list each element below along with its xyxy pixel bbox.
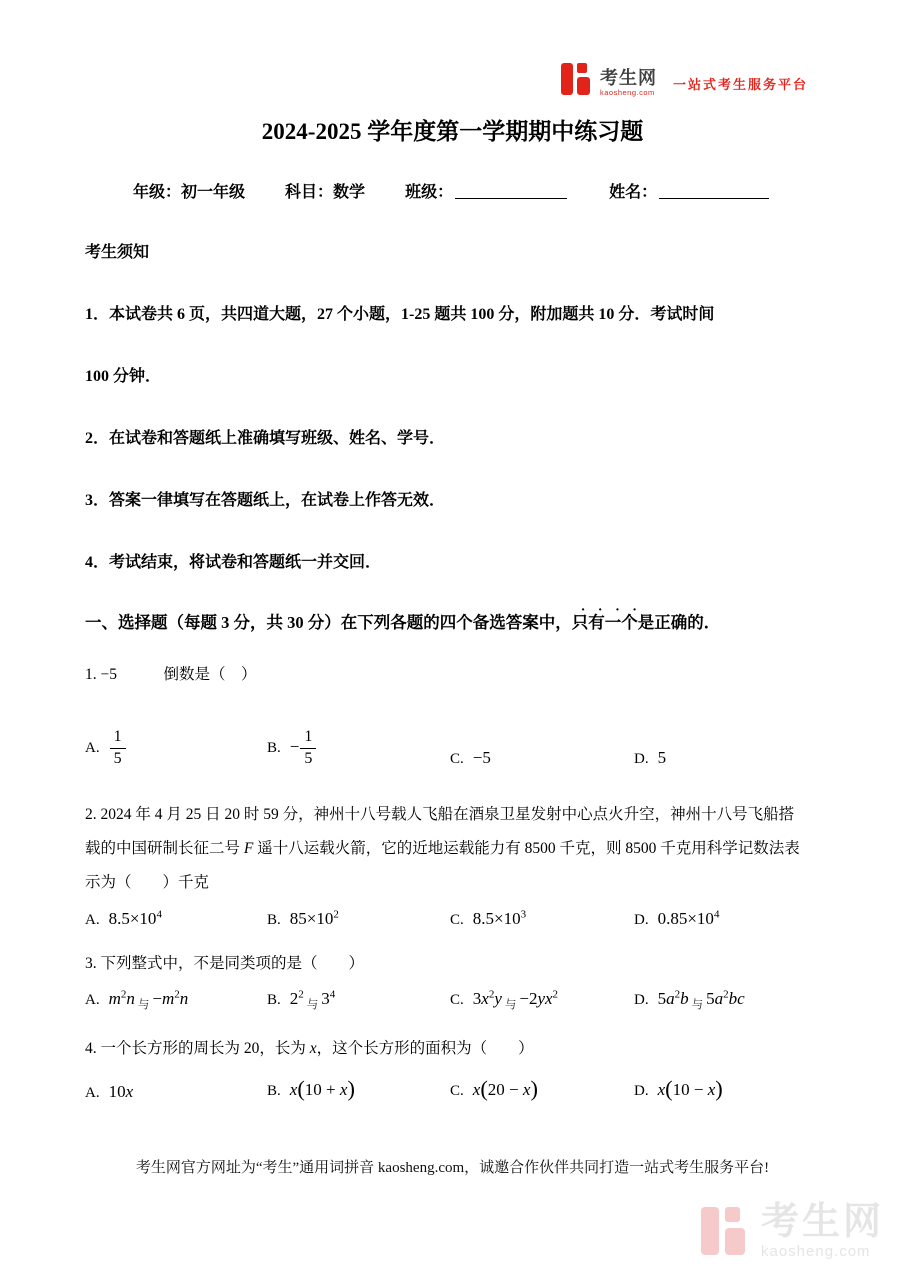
- option-label: A.: [85, 911, 100, 928]
- option-d[interactable]: [634, 748, 820, 768]
- brand-tagline: 一站式考生服务平台: [672, 77, 808, 92]
- class-blank-field[interactable]: [455, 184, 567, 199]
- question-stem: 4. 一个长方形的周长为 20，长为 x，这个长方形的面积为（ ）: [85, 1040, 534, 1058]
- option-label: B.: [267, 992, 281, 1009]
- option-value: $85\times 10^2$: [289, 908, 339, 928]
- section-heading-post: 是正确的．: [637, 613, 721, 632]
- option-c[interactable]: [450, 908, 634, 929]
- grade-value: 初一年级: [181, 184, 246, 201]
- question-1: [85, 658, 820, 768]
- notice-line: 2．在试卷和答题纸上准确填写班级、姓名、学号．: [85, 430, 446, 447]
- kaosheng-watermark-icon: [701, 1205, 749, 1257]
- watermark-name: 考生网: [760, 1201, 884, 1243]
- question-3: [85, 947, 820, 1013]
- question-4: [85, 1032, 820, 1102]
- option-a[interactable]: [85, 908, 267, 929]
- question-stem: 示为（ ）千克: [85, 874, 210, 891]
- option-value: $8.5\times 10^4$: [108, 908, 162, 928]
- option-value: $5a^2b$ $_与$ $5a^2bc$: [657, 988, 745, 1012]
- brand-logo: [561, 62, 808, 96]
- option-value: $8.5\times 10^3$: [472, 908, 527, 928]
- option-label: D.: [634, 1083, 649, 1100]
- page-footer: 考生网官方网址为“考生”通用词拼音 kaosheng.com，诚邀合作伙伴共同打造一站式考生服务平台!: [135, 1160, 770, 1177]
- option-a[interactable]: [85, 728, 267, 768]
- section-heading-pre: 一、选择题（每题 3 分，共 30 分）在下列各题的四个备选答案中，: [85, 613, 572, 632]
- notice-line: 3．答案一律填写在答题纸上，在试卷上作答无效．: [85, 492, 446, 509]
- subject-field: [285, 184, 365, 201]
- option-c[interactable]: [450, 989, 634, 1013]
- option-label: D.: [634, 751, 649, 767]
- name-field: [609, 184, 771, 201]
- option-label: A.: [85, 992, 100, 1009]
- option-c[interactable]: [450, 1076, 634, 1102]
- notice-heading: 考生须知: [85, 244, 150, 261]
- emphasized-text: ···· 只有一个: [572, 613, 638, 632]
- option-a[interactable]: [85, 989, 267, 1013]
- option-b[interactable]: [267, 728, 450, 768]
- brand-name: 考生网: [599, 67, 657, 88]
- option-value: − $\frac{1}{5}$: [290, 737, 318, 756]
- option-value: $3x^2y$ $_与 -2yx^2$: [472, 988, 559, 1012]
- grade-label: 年级：: [133, 184, 182, 201]
- option-label: C.: [450, 992, 464, 1009]
- options-row: [85, 989, 820, 1013]
- brand-domain: kaosheng.com: [599, 87, 655, 97]
- option-label: D.: [634, 992, 649, 1009]
- section-heading: [85, 603, 820, 634]
- question-stem: 载的中国研制长征二号 F 遥十八运载火箭，它的近地运载能力有 8500 千克，则 8500 千克用科学记数法表: [85, 840, 800, 857]
- question-stem: 1. −5 倒数是（ ）: [85, 666, 257, 683]
- option-label: A.: [85, 740, 100, 757]
- page-title: 2024-2025 学年度第一学期期中练习题: [261, 119, 644, 144]
- option-b[interactable]: [267, 908, 450, 929]
- option-value: x(10 + x): [289, 1076, 355, 1102]
- option-a[interactable]: [85, 1082, 267, 1102]
- option-d[interactable]: [634, 908, 820, 929]
- question-stem: 2. 2024 年 4 月 25 日 20 时 59 分，神州十八号载人飞船在酒泉卫星发射中心点火升空，神州十八号飞船搭: [85, 806, 795, 823]
- name-blank-field[interactable]: [659, 184, 769, 199]
- option-d[interactable]: [634, 989, 820, 1013]
- option-value: −5: [472, 748, 491, 767]
- student-info-line: [133, 182, 820, 204]
- option-label: C.: [450, 911, 464, 928]
- option-value: x(20 − x): [472, 1076, 538, 1102]
- options-row: [85, 908, 820, 929]
- option-label: A.: [85, 1085, 100, 1102]
- option-c[interactable]: [450, 748, 634, 768]
- option-value: 5: [657, 748, 667, 767]
- option-b[interactable]: [267, 989, 450, 1013]
- option-value: $\frac{1}{5}$: [109, 737, 127, 756]
- option-label: D.: [634, 911, 649, 928]
- option-d[interactable]: [634, 1076, 820, 1102]
- kaosheng-logo-icon: [561, 62, 592, 96]
- question-2: [85, 798, 820, 929]
- options-row: [85, 716, 820, 768]
- option-value: $2^2_与$ $3^4$: [289, 988, 336, 1012]
- emphasis-dots: ····: [580, 603, 650, 618]
- examinee-notice: [85, 242, 820, 574]
- option-value: 10x: [108, 1082, 134, 1102]
- grade-field: [133, 184, 245, 201]
- option-value: $m^2n$ $_与 -m^2n$: [108, 988, 189, 1012]
- option-value: x(10 − x): [657, 1076, 723, 1102]
- option-label: B.: [267, 1083, 281, 1100]
- class-label: 班级：: [405, 184, 454, 201]
- watermark: [701, 1203, 884, 1259]
- option-label: C.: [450, 751, 464, 767]
- name-label: 姓名：: [609, 184, 658, 201]
- option-label: C.: [450, 1083, 464, 1100]
- option-value: $0.85\times 10^4$: [657, 908, 720, 928]
- option-label: B.: [267, 911, 281, 928]
- subject-value: 数学: [333, 184, 366, 201]
- notice-line: 1．本试卷共 6 页，共四道大题，27 个小题，1-25 题共 100 分，附加题共 10 分．考试时间: [85, 306, 715, 323]
- option-label: B.: [267, 740, 281, 757]
- notice-line: 100 分钟．: [85, 368, 162, 385]
- watermark-domain: kaosheng.com: [760, 1243, 871, 1260]
- class-field: [405, 184, 569, 201]
- notice-line: 4．考试结束，将试卷和答题纸一并交回．: [85, 554, 382, 571]
- subject-label: 科目：: [285, 184, 334, 201]
- option-b[interactable]: [267, 1076, 450, 1102]
- options-row: [85, 1076, 820, 1102]
- question-stem: 3. 下列整式中，不是同类项的是（ ）: [85, 954, 365, 972]
